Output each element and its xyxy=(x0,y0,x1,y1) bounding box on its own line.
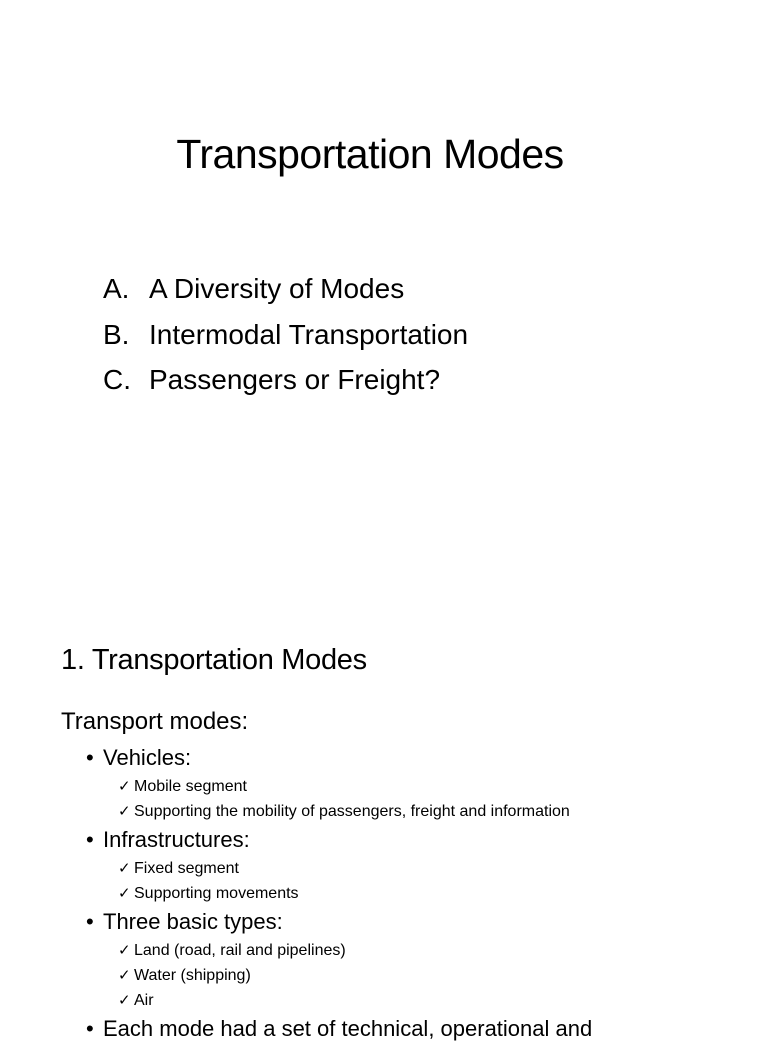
check-text: Supporting movements xyxy=(134,885,299,902)
check-text: Supporting the mobility of passengers, freight and information xyxy=(134,803,570,820)
check-text: Land (road, rail and pipelines) xyxy=(134,942,346,959)
check-text: Mobile segment xyxy=(134,778,247,795)
agenda-item xyxy=(103,266,468,312)
agenda-text: Passengers or Freight? xyxy=(149,364,441,395)
check-item xyxy=(61,938,751,963)
intro-text: Transport modes: xyxy=(61,708,249,735)
agenda-item xyxy=(103,312,468,358)
bullet-item xyxy=(61,1013,751,1045)
bullet-icon: • xyxy=(86,745,94,770)
bullet-icon: • xyxy=(86,827,94,852)
checkmark-icon: ✓ xyxy=(118,802,131,820)
agenda-marker: C. xyxy=(103,364,131,395)
agenda-list xyxy=(103,266,468,403)
bullet-icon: • xyxy=(86,1016,94,1041)
check-item xyxy=(61,963,751,988)
slide-title: 1. Transportation Modes xyxy=(61,644,367,676)
bullet-text: Each mode had a set of technical, operational and xyxy=(103,1016,593,1041)
checkmark-icon: ✓ xyxy=(118,966,131,984)
agenda-marker: B. xyxy=(103,318,130,350)
content-slide xyxy=(0,576,768,1041)
slide-body xyxy=(61,702,751,1045)
agenda-text: Intermodal Transportation xyxy=(149,318,469,350)
agenda-marker: A. xyxy=(103,273,130,304)
check-item xyxy=(61,856,751,881)
checkmark-icon: ✓ xyxy=(118,859,131,877)
checkmark-icon: ✓ xyxy=(118,884,131,902)
check-text: Air xyxy=(134,992,154,1009)
bullet-text: Three basic types: xyxy=(103,909,283,934)
bullet-item xyxy=(61,906,751,938)
bullet-text: Infrastructures: xyxy=(103,827,250,852)
checkmark-icon: ✓ xyxy=(118,941,131,959)
check-item xyxy=(61,774,751,799)
agenda-text: A Diversity of Modes xyxy=(149,273,405,304)
check-text: Fixed segment xyxy=(134,860,239,877)
check-item xyxy=(61,799,751,824)
bullet-item xyxy=(61,824,751,856)
checkmark-icon: ✓ xyxy=(118,991,131,1009)
bullet-icon: • xyxy=(86,909,94,934)
bullet-text: Vehicles: xyxy=(103,745,192,770)
check-text: Water (shipping) xyxy=(134,967,251,984)
checkmark-icon: ✓ xyxy=(118,777,131,795)
check-item xyxy=(61,881,751,906)
agenda-item xyxy=(103,357,468,403)
slide-title: Transportation Modes xyxy=(176,131,564,177)
check-item xyxy=(61,988,751,1013)
bullet-item xyxy=(61,742,751,774)
